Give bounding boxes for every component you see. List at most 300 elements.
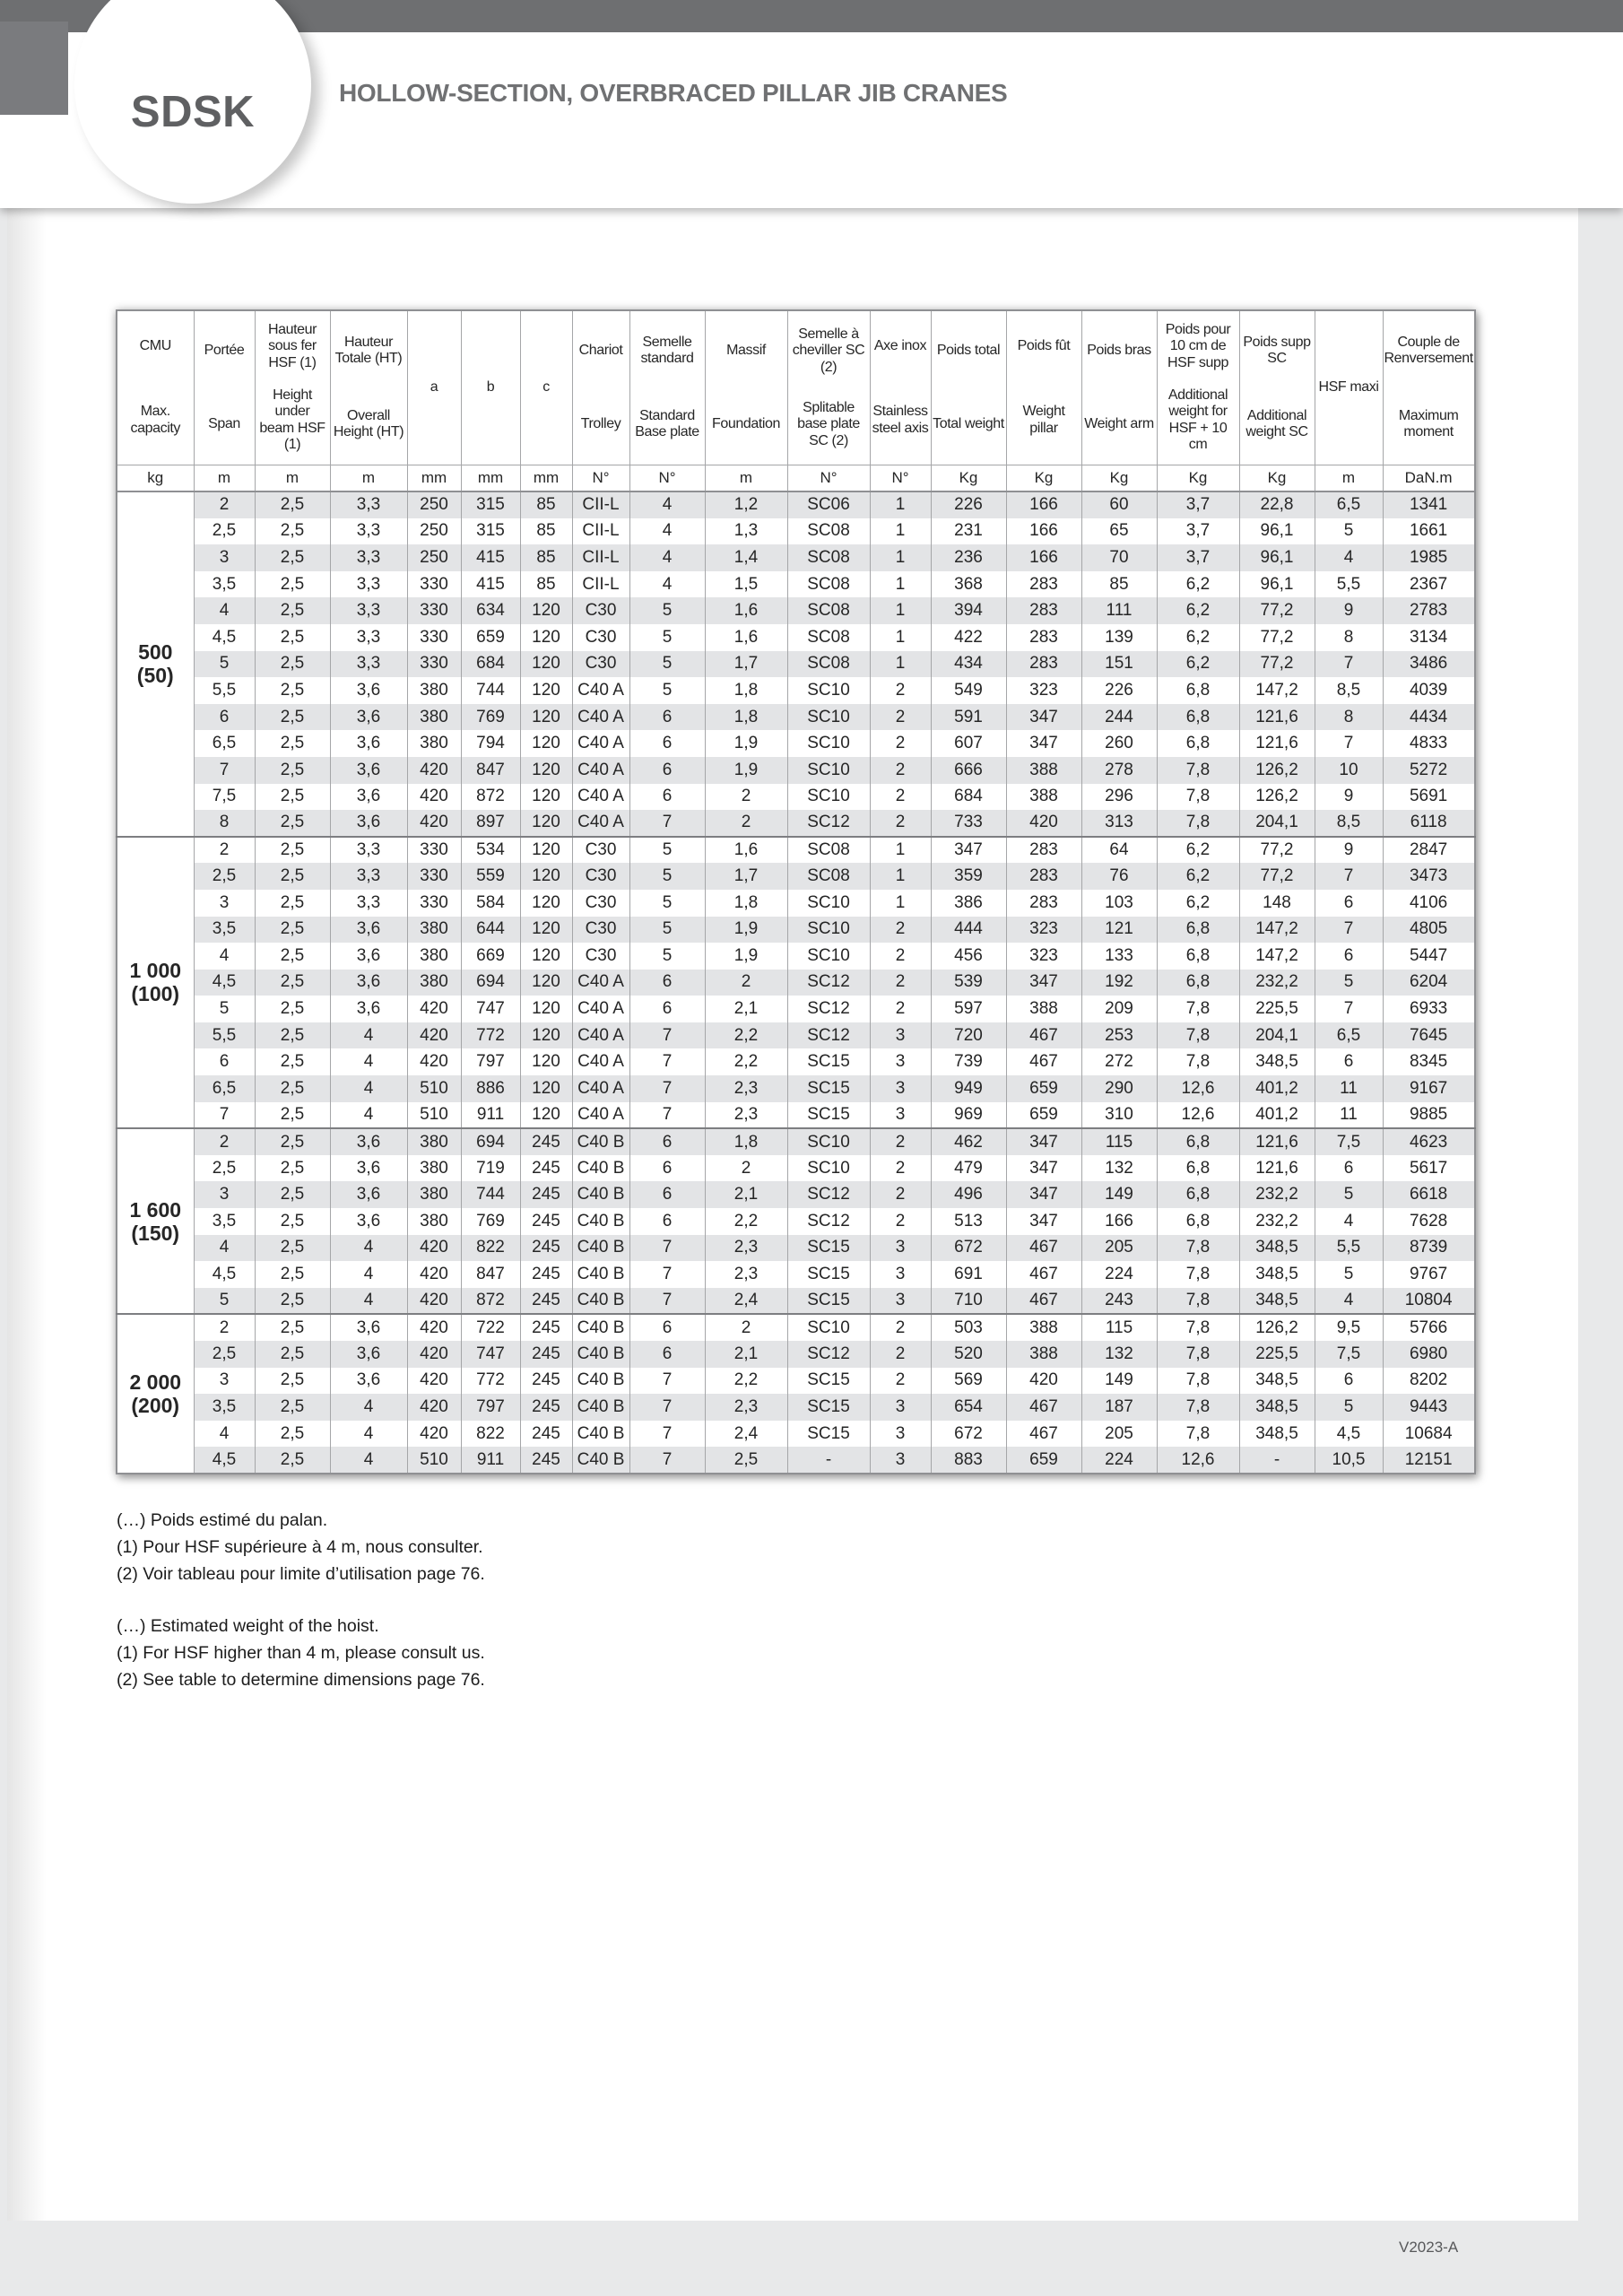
table-cell: 6	[629, 1341, 705, 1368]
table-cell: 7,8	[1157, 1394, 1239, 1421]
table-cell: 744	[461, 1181, 520, 1208]
table-cell: 290	[1081, 1075, 1157, 1102]
table-cell: 659	[1006, 1075, 1081, 1102]
table-cell: 3,5	[194, 1208, 255, 1235]
table-cell: 3	[870, 1394, 931, 1421]
table-cell: 2,1	[705, 1341, 787, 1368]
table-cell: 6,8	[1157, 943, 1239, 970]
table-cell: 166	[1006, 518, 1081, 545]
table-cell: 380	[407, 677, 461, 704]
table-cell: 4,5	[194, 970, 255, 996]
footnote-line: (2) Voir tableau pour limite d’utilisation page 76.	[117, 1564, 485, 1584]
table-row	[117, 837, 1475, 864]
table-cell: 388	[1006, 1341, 1081, 1368]
table-cell: 769	[461, 704, 520, 731]
table-cell: 120	[520, 863, 572, 890]
col-header-fr: Couple de Renversement	[1384, 334, 1473, 367]
table-cell: 3,3	[330, 491, 407, 518]
table-cell: 3	[870, 1048, 931, 1075]
table-cell: C30	[572, 597, 629, 624]
table-cell: 6	[629, 1181, 705, 1208]
table-cell: 6,5	[194, 730, 255, 757]
table-cell: 5	[1315, 1261, 1383, 1288]
table-cell: C40 B	[572, 1261, 629, 1288]
table-cell: 283	[1006, 890, 1081, 917]
table-cell: 1,8	[705, 704, 787, 731]
table-cell: 2,5	[255, 1368, 330, 1395]
table-row	[117, 544, 1475, 571]
table-cell: 883	[931, 1447, 1006, 1474]
table-cell: 2	[870, 1314, 931, 1341]
table-cell: 591	[931, 704, 1006, 731]
table-cell: 3,7	[1157, 518, 1239, 545]
table-cell: 4,5	[1315, 1421, 1383, 1448]
table-cell: 7,8	[1157, 1288, 1239, 1315]
table-cell: 187	[1081, 1394, 1157, 1421]
table-cell: 4	[1315, 1208, 1383, 1235]
table-cell: 380	[407, 943, 461, 970]
table-cell: 1,8	[705, 677, 787, 704]
table-cell: 3,6	[330, 704, 407, 731]
table-cell: 1,7	[705, 651, 787, 678]
product-code: SDSK	[130, 88, 256, 136]
capacity-group	[117, 1314, 1475, 1474]
table-cell: 2,5	[255, 1208, 330, 1235]
table-cell: 120	[520, 1075, 572, 1102]
table-cell: 4	[194, 943, 255, 970]
table-cell: 739	[931, 1048, 1006, 1075]
table-cell: SC15	[787, 1368, 870, 1395]
table-cell: 245	[520, 1155, 572, 1182]
table-cell: 694	[461, 970, 520, 996]
table-cell: 1,7	[705, 863, 787, 890]
table-cell: 3,3	[330, 651, 407, 678]
table-cell: 1,2	[705, 491, 787, 518]
table-cell: 911	[461, 1447, 520, 1474]
table-cell: 348,5	[1239, 1261, 1315, 1288]
table-cell: 2,3	[705, 1235, 787, 1262]
table-cell: 1	[870, 597, 931, 624]
table-cell: 149	[1081, 1181, 1157, 1208]
table-cell: 669	[461, 943, 520, 970]
group-label	[117, 837, 194, 1129]
table-cell: 969	[931, 1102, 1006, 1129]
table-cell: 6	[629, 784, 705, 811]
table-cell: 315	[461, 491, 520, 518]
table-cell: 5447	[1383, 943, 1475, 970]
table-cell: 347	[1006, 704, 1081, 731]
table-cell: 347	[1006, 1155, 1081, 1182]
table-cell: 822	[461, 1421, 520, 1448]
table-cell: 3,6	[330, 970, 407, 996]
table-cell: 2,5	[255, 890, 330, 917]
table-cell: 747	[461, 996, 520, 1022]
table-cell: 7	[629, 1235, 705, 1262]
table-cell: 1,8	[705, 1128, 787, 1155]
table-cell: 2	[194, 837, 255, 864]
table-cell: SC15	[787, 1075, 870, 1102]
table-cell: 2	[870, 1155, 931, 1182]
table-cell: 2	[870, 704, 931, 731]
table-cell: 2,5	[255, 1155, 330, 1182]
unit-cell: Kg	[931, 465, 1006, 491]
unit-cell: mm	[520, 465, 572, 491]
table-cell: 6,2	[1157, 597, 1239, 624]
table-cell: 147,2	[1239, 943, 1315, 970]
unit-cell: Kg	[1239, 465, 1315, 491]
table-cell: 7	[1315, 863, 1383, 890]
col-header-en: Maximum moment	[1398, 407, 1459, 440]
col-header	[1239, 310, 1315, 465]
table-row	[117, 1208, 1475, 1235]
table-cell: 2,5	[255, 1102, 330, 1129]
table-cell: 420	[407, 996, 461, 1022]
table-cell: 772	[461, 1368, 520, 1395]
table-cell: 420	[407, 784, 461, 811]
table-cell: 348,5	[1239, 1421, 1315, 1448]
col-header-fr: b	[486, 379, 495, 395]
unit-cell: m	[705, 465, 787, 491]
table-cell: 368	[931, 571, 1006, 598]
table-cell: 3,6	[330, 1368, 407, 1395]
table-cell: 348,5	[1239, 1394, 1315, 1421]
table-cell: SC10	[787, 917, 870, 944]
table-cell: 420	[407, 1235, 461, 1262]
table-row	[117, 730, 1475, 757]
table-cell: 672	[931, 1235, 1006, 1262]
table-cell: 420	[1006, 1368, 1081, 1395]
table-cell: 2	[870, 1208, 931, 1235]
table-cell: 120	[520, 1102, 572, 1129]
table-row	[117, 571, 1475, 598]
table-cell: 250	[407, 491, 461, 518]
table-cell: 467	[1006, 1394, 1081, 1421]
table-cell: 1,9	[705, 917, 787, 944]
table-cell: 6,5	[1315, 1022, 1383, 1049]
table-cell: 226	[931, 491, 1006, 518]
table-cell: 3,3	[330, 597, 407, 624]
table-row	[117, 890, 1475, 917]
col-header-fr: Poids fût	[1017, 338, 1071, 354]
table-row	[117, 624, 1475, 651]
table-cell: 6933	[1383, 996, 1475, 1022]
col-header-fr: Poids supp SC	[1243, 334, 1311, 367]
unit-cell: N°	[870, 465, 931, 491]
table-cell: C30	[572, 624, 629, 651]
table-cell: 10	[1315, 757, 1383, 784]
table-cell: 2,5	[255, 810, 330, 837]
unit-cell: N°	[629, 465, 705, 491]
table-cell: 1,5	[705, 571, 787, 598]
table-cell: 607	[931, 730, 1006, 757]
table-cell: 1	[870, 837, 931, 864]
col-header-fr: Poids pour 10 cm de HSF supp	[1165, 321, 1231, 370]
table-cell: 7	[1315, 730, 1383, 757]
table-cell: 659	[1006, 1102, 1081, 1129]
table-cell: 1,4	[705, 544, 787, 571]
table-cell: 5	[1315, 1181, 1383, 1208]
table-cell: 659	[461, 624, 520, 651]
table-row	[117, 1288, 1475, 1315]
col-header	[117, 310, 194, 465]
table-cell: 496	[931, 1181, 1006, 1208]
table-cell: 245	[520, 1421, 572, 1448]
table-cell: 120	[520, 704, 572, 731]
table-cell: 4	[629, 544, 705, 571]
table-cell: 2	[870, 1368, 931, 1395]
table-cell: 283	[1006, 571, 1081, 598]
table-cell: SC10	[787, 943, 870, 970]
unit-cell: mm	[407, 465, 461, 491]
table-cell: 120	[520, 996, 572, 1022]
table-cell: 6	[1315, 890, 1383, 917]
table-cell: 359	[931, 863, 1006, 890]
table-cell: 7,8	[1157, 1421, 1239, 1448]
table-cell: 654	[931, 1394, 1006, 1421]
table-cell: 2,5	[255, 704, 330, 731]
table-cell: 347	[1006, 970, 1081, 996]
table-cell: 7	[629, 810, 705, 837]
col-header-fr: Massif	[726, 343, 766, 358]
table-cell: 3	[194, 1181, 255, 1208]
table-cell: 479	[931, 1155, 1006, 1182]
table-cell: 3,6	[330, 757, 407, 784]
table-cell: 323	[1006, 917, 1081, 944]
table-cell: 401,2	[1239, 1075, 1315, 1102]
table-cell: 672	[931, 1421, 1006, 1448]
table-cell: SC15	[787, 1288, 870, 1315]
table-cell: SC08	[787, 518, 870, 545]
table-cell: 3,6	[330, 1128, 407, 1155]
table-cell: 347	[1006, 1181, 1081, 1208]
table-cell: 8202	[1383, 1368, 1475, 1395]
table-cell: 6204	[1383, 970, 1475, 996]
table-cell: 847	[461, 757, 520, 784]
table-cell: 2	[870, 677, 931, 704]
table-cell: 2,5	[255, 863, 330, 890]
unit-cell: N°	[787, 465, 870, 491]
table-cell: 2	[870, 943, 931, 970]
table-cell: 250	[407, 544, 461, 571]
capacity-group	[117, 491, 1475, 837]
table-cell: SC10	[787, 757, 870, 784]
table-cell: 1	[870, 651, 931, 678]
table-row	[117, 518, 1475, 545]
col-header-en: Weight arm	[1084, 416, 1154, 431]
table-cell: 244	[1081, 704, 1157, 731]
table-cell: 330	[407, 890, 461, 917]
table-cell: SC15	[787, 1102, 870, 1129]
table-cell: 3,6	[330, 784, 407, 811]
table-cell: 4	[330, 1394, 407, 1421]
table-cell: 559	[461, 863, 520, 890]
table-cell: 420	[407, 757, 461, 784]
table-cell: 6	[629, 1314, 705, 1341]
table-cell: 2	[870, 970, 931, 996]
table-cell: C40 B	[572, 1181, 629, 1208]
table-cell: 2,5	[194, 1341, 255, 1368]
table-cell: 323	[1006, 677, 1081, 704]
table-cell: SC15	[787, 1261, 870, 1288]
table-cell: SC12	[787, 996, 870, 1022]
table-cell: 5	[629, 597, 705, 624]
table-cell: 121,6	[1239, 1128, 1315, 1155]
table-cell: 2,5	[255, 1048, 330, 1075]
table-cell: 694	[461, 1128, 520, 1155]
table-cell: 120	[520, 651, 572, 678]
table-cell: 4	[1315, 1288, 1383, 1315]
table-cell: 224	[1081, 1261, 1157, 1288]
table-cell: 7628	[1383, 1208, 1475, 1235]
table-cell: 2,4	[705, 1421, 787, 1448]
table-cell: 4,5	[194, 1447, 255, 1474]
table-row	[117, 1102, 1475, 1129]
table-cell: 769	[461, 1208, 520, 1235]
col-header	[520, 310, 572, 465]
table-cell: 3134	[1383, 624, 1475, 651]
table-cell: 6980	[1383, 1341, 1475, 1368]
table-cell: 10684	[1383, 1421, 1475, 1448]
table-cell: 6,8	[1157, 970, 1239, 996]
table-cell: SC15	[787, 1421, 870, 1448]
table-cell: 3	[870, 1261, 931, 1288]
table-cell: 8,5	[1315, 677, 1383, 704]
table-cell: C40 A	[572, 970, 629, 996]
table-cell: SC15	[787, 1235, 870, 1262]
col-header-en: Span	[208, 416, 240, 431]
table-cell: 3,3	[330, 624, 407, 651]
table-cell: C30	[572, 651, 629, 678]
table-cell: 420	[407, 1314, 461, 1341]
table-cell: 380	[407, 704, 461, 731]
table-cell: 2	[870, 917, 931, 944]
table-cell: 7,5	[194, 784, 255, 811]
table-cell: 644	[461, 917, 520, 944]
table-cell: 77,2	[1239, 863, 1315, 890]
table-cell: 5	[194, 996, 255, 1022]
table-cell: 3,6	[330, 730, 407, 757]
table-cell: 1341	[1383, 491, 1475, 518]
table-cell: 204,1	[1239, 810, 1315, 837]
col-header-en: Stainless steel axis	[872, 404, 929, 436]
table-cell: 245	[520, 1368, 572, 1395]
table-cell: 2783	[1383, 597, 1475, 624]
table-cell: 6,8	[1157, 1155, 1239, 1182]
table-cell: 347	[1006, 730, 1081, 757]
table-cell: 348,5	[1239, 1235, 1315, 1262]
table-cell: 120	[520, 970, 572, 996]
table-cell: 388	[1006, 996, 1081, 1022]
table-cell: 310	[1081, 1102, 1157, 1129]
table-cell: 3,6	[330, 917, 407, 944]
table-cell: 2,5	[705, 1447, 787, 1474]
table-cell: 2,5	[255, 784, 330, 811]
unit-cell: m	[255, 465, 330, 491]
table-cell: 7	[629, 1368, 705, 1395]
table-cell: 3,7	[1157, 491, 1239, 518]
table-cell: 2	[194, 1314, 255, 1341]
table-cell: 2,3	[705, 1261, 787, 1288]
table-cell: 12,6	[1157, 1447, 1239, 1474]
table-cell: 166	[1006, 544, 1081, 571]
table-cell: 744	[461, 677, 520, 704]
table-cell: 133	[1081, 943, 1157, 970]
table-cell: 2,5	[255, 917, 330, 944]
table-cell: 103	[1081, 890, 1157, 917]
table-cell: 7	[1315, 917, 1383, 944]
table-cell: C40 A	[572, 704, 629, 731]
table-cell: 245	[520, 1394, 572, 1421]
table-cell: 330	[407, 837, 461, 864]
table-cell: 6,8	[1157, 677, 1239, 704]
table-cell: 253	[1081, 1022, 1157, 1049]
table-cell: 797	[461, 1048, 520, 1075]
table-cell: 2,5	[255, 730, 330, 757]
table-cell: 569	[931, 1368, 1006, 1395]
col-header-fr: HSF maxi	[1318, 379, 1379, 395]
table-cell: 2	[870, 1341, 931, 1368]
table-cell: 121,6	[1239, 704, 1315, 731]
col-header-en: Splitable base plate SC (2)	[797, 399, 860, 448]
table-cell: 1	[870, 624, 931, 651]
table-cell: 467	[1006, 1235, 1081, 1262]
col-header	[931, 310, 1006, 465]
logo-circle	[74, 0, 311, 204]
table-cell: 6	[629, 704, 705, 731]
table-cell: 2,5	[255, 1288, 330, 1315]
table-cell: 684	[461, 651, 520, 678]
table-row	[117, 863, 1475, 890]
col-header-fr: Axe inox	[873, 338, 927, 354]
table-cell: 3473	[1383, 863, 1475, 890]
table-cell: 2	[870, 1128, 931, 1155]
table-cell: 7	[629, 1288, 705, 1315]
table-cell: 659	[1006, 1447, 1081, 1474]
table-cell: 510	[407, 1447, 461, 1474]
col-header-fr: Poids total	[936, 343, 1001, 358]
table-cell: C40 B	[572, 1421, 629, 1448]
spec-table	[116, 309, 1476, 1474]
table-cell: 4	[629, 571, 705, 598]
table-cell: 2,4	[705, 1288, 787, 1315]
table-cell: 2	[705, 970, 787, 996]
table-cell: C40 B	[572, 1235, 629, 1262]
table-row	[117, 1447, 1475, 1474]
table-cell: 11	[1315, 1102, 1383, 1129]
table-cell: 6,8	[1157, 730, 1239, 757]
table-cell: 2	[870, 757, 931, 784]
table-cell: 7,8	[1157, 996, 1239, 1022]
table-cell: 5	[629, 863, 705, 890]
table-cell: 77,2	[1239, 837, 1315, 864]
table-cell: 380	[407, 1155, 461, 1182]
table-cell: 6	[629, 757, 705, 784]
table-cell: SC10	[787, 1155, 870, 1182]
table-cell: 1661	[1383, 518, 1475, 545]
col-header	[255, 310, 330, 465]
table-cell: 5	[629, 651, 705, 678]
table-cell: 415	[461, 571, 520, 598]
col-header-fr: Semelle standard	[640, 334, 694, 367]
table-cell: 6	[629, 970, 705, 996]
table-cell: 7,5	[1315, 1341, 1383, 1368]
table-cell: 3,6	[330, 1314, 407, 1341]
table-cell: 7	[629, 1075, 705, 1102]
table-cell: 386	[931, 890, 1006, 917]
table-cell: 5766	[1383, 1314, 1475, 1341]
table-cell: 597	[931, 996, 1006, 1022]
table-cell: 147,2	[1239, 677, 1315, 704]
